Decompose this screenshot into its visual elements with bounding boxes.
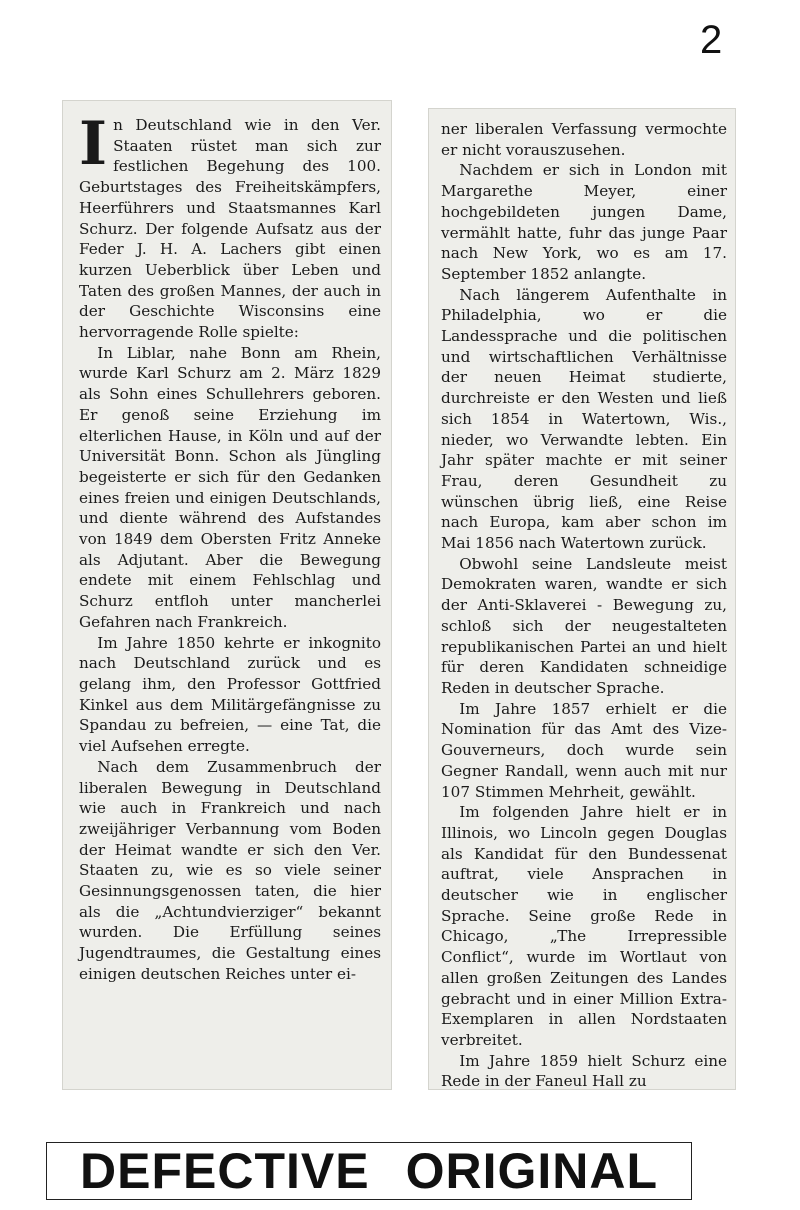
article-text-right — [441, 119, 727, 1090]
article-paragraph: Im Jahre 1857 erhielt er die Nomination für das Amt des Vize-Gouverneurs, doch wurde sein Gegner Randall, wenn auch mit nur 107 Stimmen Mehrheit, gewählt. — [441, 699, 727, 801]
article-paragraph: Nach dem Zusammenbruch der liberalen Bewegung in Deutschland wie auch in Frankreich und nach zweijähriger Verbannung vom Boden der Heimat wandte er sich den Ver. Staaten zu, wie es so viele seiner Gesinnungsgenossen taten, die hier als die „Achtundvierziger“ bekannt wurden. Die Erfüllung seines Jugendtraumes, die Gestaltung eines einigen deutschen Reiches unter ei- — [79, 757, 381, 983]
article-paragraph-intro — [79, 109, 381, 343]
defective-original-stamp — [46, 1142, 692, 1200]
newspaper-clipping-right-column — [428, 108, 736, 1090]
article-text-left — [79, 109, 381, 985]
article-paragraph: Im Jahre 1850 kehrte er inkognito nach Deutschland zurück und es gelang ihm, den Professor Gottfried Kinkel aus dem Militärgefängnisse zu Spandau zu befreien, — eine Tat, die viel Aufsehen erregte. — [79, 633, 381, 756]
stamp-word-original: ORIGINAL — [405, 1143, 659, 1199]
article-paragraph: Nach längerem Aufenthalte in Philadelphia, wo er die Landessprache und die politischen und wirtschaftlichen Verhältnisse der neuen Heimat studierte, durchreiste er den Westen und ließ sich 1854 in Watertown, Wis., nieder, wo Verwandte lebten. Ein Jahr später machte er mit seiner Frau, deren Gesundheit zu wünschen übrig ließ, eine Reise nach Europa, kam aber schon im Mai 1856 nach Watertown zurück. — [441, 285, 727, 553]
article-paragraph: Im folgenden Jahre hielt er in Illinois, wo Lincoln gegen Douglas als Kandidat für den Bundessenat auftrat, viele Ansprachen in deutscher wie in englischer Sprache. Seine große Rede in Chicago, „The Irrepressible Conflict“, wurde im Wortlaut von allen großen Zeitungen des Landes gebracht und in einer Million Extra-Exemplaren in allen Nordstaaten verbreitet. — [441, 803, 727, 1049]
article-paragraph-continued: ner liberalen Verfassung vermochte er nicht vorauszusehen. — [441, 120, 727, 159]
stamp-word-defective: DEFECTIVE — [79, 1143, 370, 1199]
article-paragraph: Im Jahre 1859 hielt Schurz eine Rede in der Faneul Hall zu — [441, 1051, 727, 1090]
page-number: 2 — [700, 18, 723, 62]
article-paragraph: In Liblar, nahe Bonn am Rhein, wurde Karl Schurz am 2. März 1829 als Sohn eines Schullehrers geboren. Er genoß seine Erziehung im elterlichen Hause, in Köln und auf der Universität Bonn. Schon als Jüngling begeisterte er sich für den Gedanken eines freien und einigen Deutschlands, und diente während des Aufstandes von 1849 dem Obersten Fritz Anneke als Adjutant. Aber die Bewegung endete mit einem Fehlschlag und Schurz entfloh unter mancherlei Gefahren nach Frankreich. — [79, 343, 381, 631]
dropcap-initial: I — [79, 109, 108, 179]
article-paragraph: Obwohl seine Landsleute meist Demokraten waren, wandte er sich der Anti-Sklaverei - Bewegung zu, schloß sich der neugestalteten republikanischen Partei an und hielt für deren Kandidaten schneidige Reden in deutscher Sprache. — [441, 554, 727, 697]
paragraph-text: n Deutschland wie in den Ver. Staaten rüstet man sich zur festlichen Begehung des 100. Geburtstages des Freiheitskämpfers, Heerführers und Staatsmannes Karl Schurz. Der folgende Aufsatz aus der Feder J. H. A. Lachers gibt einen kurzen Ueberblick über Leben und Taten des großen Mannes, der auch in der Geschichte Wisconsins eine hervorragende Rolle spielte: — [79, 116, 381, 342]
article-paragraph: Nachdem er sich in London mit Margarethe Meyer, einer hochgebildeten jungen Dame, vermählt hatte, fuhr das junge Paar nach New York, wo es am 17. September 1852 anlangte. — [441, 161, 727, 283]
newspaper-clipping-left-column — [62, 100, 392, 1090]
